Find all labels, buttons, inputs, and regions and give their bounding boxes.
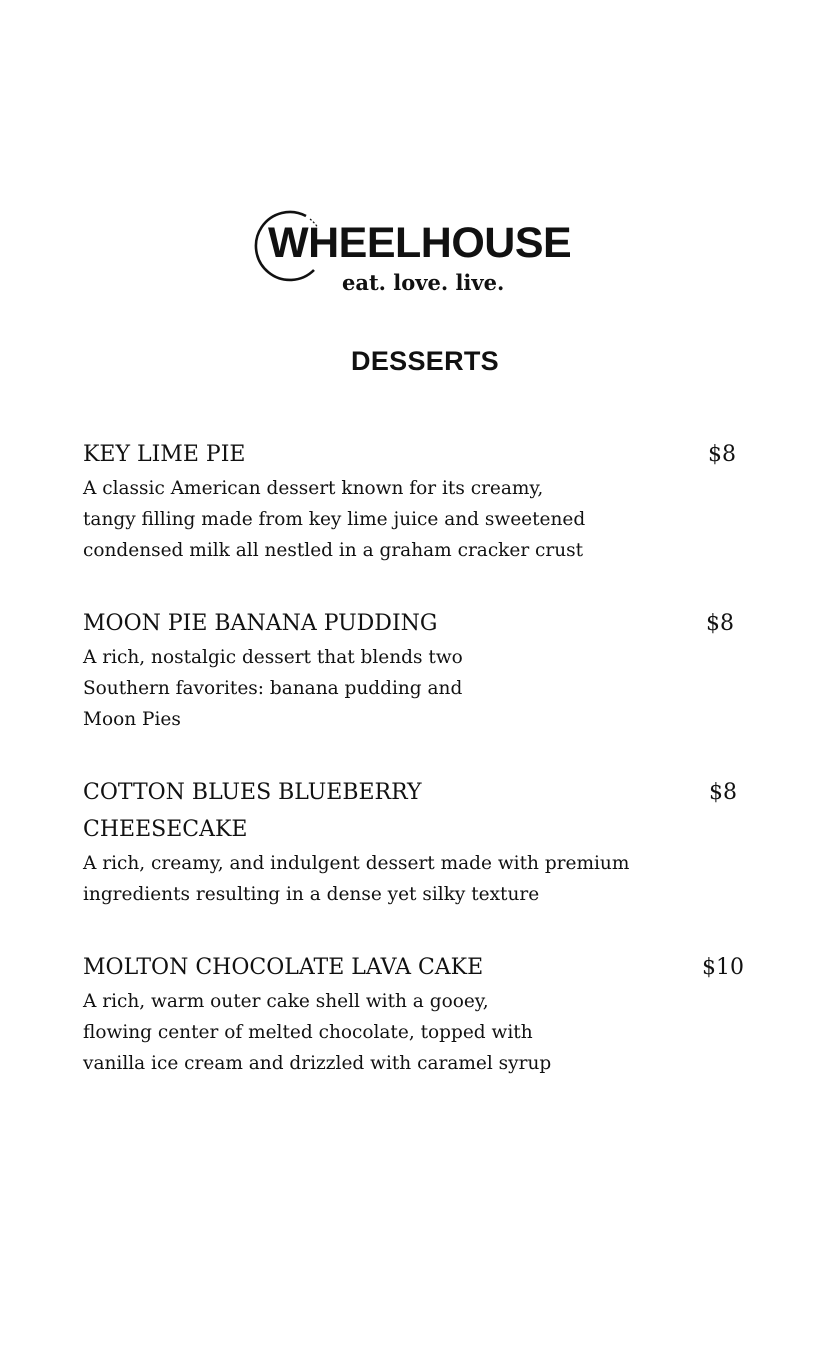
item-description	[83, 642, 748, 735]
item-name: MOLTON CHOCOLATE LAVA CAKE	[83, 955, 484, 980]
item-description-line: Moon Pies	[83, 709, 181, 730]
item-name: MOON PIE BANANA PUDDING	[83, 611, 438, 636]
item-description-line: vanilla ice cream and drizzled with caramel syrup	[83, 1053, 552, 1074]
item-price: $10	[702, 955, 744, 980]
item-description	[83, 848, 748, 910]
item-name: KEY LIME PIE	[83, 442, 246, 467]
item-description	[83, 986, 748, 1079]
menu-item-key-lime-pie	[83, 436, 748, 566]
item-name: COTTON BLUES BLUEBERRY CHEESECAKE	[83, 780, 422, 842]
menu-item-cotton-blues-blueberry-cheesecake	[83, 774, 748, 910]
item-description-line: A rich, warm outer cake shell with a gooey,	[83, 991, 489, 1012]
item-description-line: A rich, creamy, and indulgent dessert made with premium	[83, 853, 630, 874]
item-description-line: condensed milk all nestled in a graham cracker crust	[83, 540, 584, 561]
item-description-line: flowing center of melted chocolate, topped with	[83, 1022, 533, 1043]
section-title: DESSERTS	[351, 346, 499, 376]
item-description-line: A rich, nostalgic dessert that blends two	[83, 647, 463, 668]
item-price: $8	[706, 611, 734, 636]
menu-item-moon-pie-banana-pudding	[83, 605, 748, 735]
item-description-line: ingredients resulting in a dense yet silky texture	[83, 884, 540, 905]
brand-logo	[254, 208, 574, 303]
item-description	[83, 473, 748, 566]
item-description-line: tangy filling made from key lime juice and sweetened	[83, 509, 586, 530]
brand-tagline: eat. love. live.	[342, 270, 505, 295]
item-description-line: Southern favorites: banana pudding and	[83, 678, 463, 699]
menu-item-molton-chocolate-lava-cake	[83, 949, 748, 1079]
item-price: $8	[709, 780, 737, 805]
brand-name: WHEELHOUSE	[268, 219, 572, 267]
item-description-line: A classic American dessert known for its creamy,	[83, 478, 544, 499]
item-price: $8	[708, 442, 736, 467]
